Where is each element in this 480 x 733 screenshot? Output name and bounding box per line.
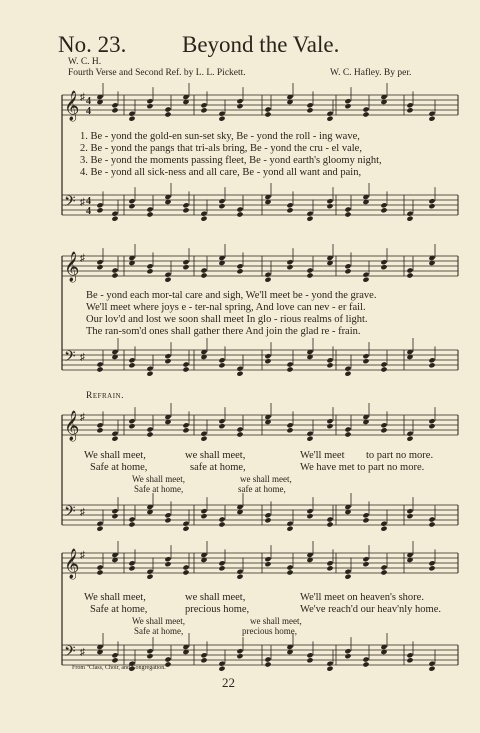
note	[344, 103, 351, 109]
verse-2-line: 2. Be - yond the pangs that tri-als bring, Be - yond the cru - el vale,	[80, 143, 362, 154]
note	[96, 366, 103, 372]
note	[236, 569, 243, 575]
note	[380, 526, 387, 532]
note	[128, 116, 135, 122]
note	[380, 202, 387, 208]
note	[182, 207, 189, 213]
note	[111, 107, 118, 113]
note	[344, 426, 351, 432]
time-signature: 4	[86, 206, 91, 217]
note	[236, 653, 243, 659]
note	[146, 569, 153, 575]
note	[218, 111, 225, 117]
note	[200, 216, 207, 222]
note	[236, 366, 243, 372]
note	[362, 277, 369, 283]
note	[111, 431, 118, 437]
note	[306, 513, 313, 519]
note	[236, 268, 243, 274]
key-signature: ♯	[80, 550, 85, 561]
verse-2-line: We'll meet where joys e - ter-nal spring, And love can nev - er fail.	[86, 302, 366, 313]
note	[344, 574, 351, 580]
key-signature: ♯	[80, 352, 85, 363]
note	[182, 361, 189, 367]
bass-lyric: we shall meet,	[250, 616, 302, 626]
note	[164, 656, 171, 662]
verse-3-line: Our lov'd and lost we soon shall meet In glo - rious realms of light.	[86, 314, 368, 325]
note	[380, 564, 387, 570]
note	[380, 361, 387, 367]
treble-clef: 𝄞	[64, 411, 80, 441]
verse-4-line: The ran-som'd ones shall gather there And join the glad re - frain.	[86, 326, 361, 337]
note	[306, 107, 313, 113]
treble-clef: 𝄞	[64, 91, 80, 121]
note	[111, 272, 118, 278]
refrain-lyric: we shall meet,	[185, 592, 246, 603]
note	[286, 361, 293, 367]
note	[344, 648, 351, 654]
note	[164, 272, 171, 278]
note	[218, 516, 225, 522]
note	[111, 652, 118, 658]
note	[111, 211, 118, 217]
note	[182, 564, 189, 570]
note	[236, 648, 243, 654]
note	[164, 512, 171, 518]
bass-clef: 𝄢	[64, 193, 76, 214]
note	[286, 526, 293, 532]
note	[96, 202, 103, 208]
note	[182, 569, 189, 575]
note	[362, 358, 369, 364]
note	[146, 648, 153, 654]
note	[146, 574, 153, 580]
note	[428, 203, 435, 209]
treble-clef: 𝄞	[64, 549, 80, 579]
note	[326, 198, 333, 204]
note	[264, 353, 271, 359]
note	[326, 661, 333, 667]
note	[111, 657, 118, 663]
note	[164, 561, 171, 567]
note	[344, 371, 351, 377]
note	[286, 569, 293, 575]
note	[326, 203, 333, 209]
note	[164, 106, 171, 112]
note	[306, 272, 313, 278]
note	[362, 512, 369, 518]
note	[111, 508, 118, 514]
note	[428, 111, 435, 117]
note	[362, 111, 369, 117]
note	[380, 259, 387, 265]
note	[182, 202, 189, 208]
note	[306, 436, 313, 442]
note	[380, 264, 387, 270]
note	[182, 427, 189, 433]
note	[406, 513, 413, 519]
note	[344, 268, 351, 274]
note	[344, 431, 351, 437]
note	[164, 358, 171, 364]
note	[128, 198, 135, 204]
note	[326, 111, 333, 117]
note	[146, 211, 153, 217]
note	[218, 560, 225, 566]
note	[218, 666, 225, 672]
note	[146, 206, 153, 212]
refrain-label: Refrain.	[86, 391, 124, 401]
refrain-lyric: precious home,	[185, 604, 250, 615]
note	[362, 661, 369, 667]
note	[218, 198, 225, 204]
page-number: 22	[222, 675, 235, 690]
note	[164, 111, 171, 117]
note	[164, 517, 171, 523]
note	[264, 561, 271, 567]
note	[128, 565, 135, 571]
note	[146, 426, 153, 432]
hymn-title: Beyond the Vale.	[182, 32, 340, 57]
note	[344, 98, 351, 104]
hymn-number: No. 23.	[58, 32, 127, 57]
note	[406, 107, 413, 113]
key-signature: ♯	[80, 253, 85, 264]
note	[128, 111, 135, 117]
note	[96, 422, 103, 428]
verse-1-line: 1. Be - yond the gold-en sun-set sky, Be - yond the roll - ing wave,	[80, 131, 360, 142]
note	[344, 653, 351, 659]
verse-1-line: Be - yond each mor-tal care and sigh, We'll meet be - yond the grave.	[86, 290, 377, 301]
note	[218, 661, 225, 667]
note	[236, 431, 243, 437]
note	[111, 436, 118, 442]
note	[344, 206, 351, 212]
note	[236, 574, 243, 580]
note	[264, 106, 271, 112]
note	[146, 653, 153, 659]
note	[306, 216, 313, 222]
note	[380, 427, 387, 433]
note	[236, 103, 243, 109]
note	[428, 516, 435, 522]
refrain-lyric: We'll meet	[300, 450, 345, 461]
note	[306, 652, 313, 658]
note	[128, 418, 135, 424]
note	[326, 116, 333, 122]
note	[306, 102, 313, 108]
note	[264, 512, 271, 518]
note	[182, 264, 189, 270]
note	[306, 508, 313, 514]
note	[128, 203, 135, 209]
note	[128, 516, 135, 522]
note	[406, 436, 413, 442]
note	[286, 422, 293, 428]
note	[218, 423, 225, 429]
note	[380, 422, 387, 428]
note	[406, 267, 413, 273]
composer-credit: W. C. Hafley. By per.	[330, 68, 412, 78]
note	[128, 560, 135, 566]
note	[326, 418, 333, 424]
note	[236, 98, 243, 104]
key-signature: ♯	[80, 197, 85, 208]
note	[200, 267, 207, 273]
note	[200, 107, 207, 113]
note	[182, 259, 189, 265]
note	[111, 513, 118, 519]
note	[428, 418, 435, 424]
note	[344, 366, 351, 372]
key-signature: ♯	[80, 92, 85, 103]
note	[428, 423, 435, 429]
note	[264, 556, 271, 562]
bass-lyric: precious home,	[242, 626, 297, 636]
note	[406, 211, 413, 217]
refrain-lyric: Safe at home,	[90, 462, 148, 473]
note	[182, 526, 189, 532]
note	[264, 358, 271, 364]
note	[200, 436, 207, 442]
note	[326, 516, 333, 522]
note	[96, 427, 103, 433]
note	[362, 656, 369, 662]
note	[146, 98, 153, 104]
note	[306, 211, 313, 217]
note	[326, 521, 333, 527]
note	[264, 661, 271, 667]
note	[200, 657, 207, 663]
note	[406, 272, 413, 278]
note	[218, 418, 225, 424]
note	[128, 521, 135, 527]
note	[111, 267, 118, 273]
note	[200, 211, 207, 217]
note	[362, 272, 369, 278]
note	[218, 565, 225, 571]
note	[236, 371, 243, 377]
note	[286, 264, 293, 270]
refrain-lyric: We've reach'd our heav'nly home.	[300, 604, 441, 615]
note	[236, 263, 243, 269]
note	[306, 431, 313, 437]
key-signature: ♯	[80, 647, 85, 658]
note	[96, 259, 103, 265]
refrain-lyric: We have met to part no more.	[300, 462, 425, 473]
note	[428, 521, 435, 527]
note	[96, 564, 103, 570]
note	[380, 207, 387, 213]
note	[164, 353, 171, 359]
note	[428, 357, 435, 363]
note	[344, 569, 351, 575]
note	[264, 277, 271, 283]
key-signature: ♯	[80, 412, 85, 423]
adaptation-credit: Fourth Verse and Second Ref. by L. L. Pickett.	[68, 68, 246, 78]
bass-lyric: safe at home,	[238, 484, 286, 494]
note	[326, 565, 333, 571]
note	[218, 362, 225, 368]
refrain-lyric: we shall meet,	[185, 450, 246, 461]
note	[218, 203, 225, 209]
note	[164, 277, 171, 283]
note	[406, 431, 413, 437]
note	[406, 652, 413, 658]
refrain-lyric: Safe at home,	[90, 604, 148, 615]
note	[428, 666, 435, 672]
note	[96, 207, 103, 213]
note	[236, 211, 243, 217]
note	[286, 427, 293, 433]
note	[362, 556, 369, 562]
note	[362, 517, 369, 523]
note	[164, 556, 171, 562]
note	[380, 569, 387, 575]
note	[306, 657, 313, 663]
note	[96, 569, 103, 575]
note	[406, 216, 413, 222]
note	[264, 656, 271, 662]
note	[428, 362, 435, 368]
note	[344, 263, 351, 269]
note	[264, 272, 271, 278]
note	[182, 422, 189, 428]
note	[218, 521, 225, 527]
note	[362, 353, 369, 359]
refrain-lyric: safe at home,	[190, 462, 246, 473]
note	[362, 561, 369, 567]
note	[286, 202, 293, 208]
note	[286, 564, 293, 570]
note	[236, 206, 243, 212]
note	[326, 423, 333, 429]
bass-lyric: Safe at home,	[134, 484, 184, 494]
note	[111, 102, 118, 108]
bass-lyric: we shall meet,	[240, 474, 292, 484]
note	[96, 361, 103, 367]
bass-lyric: We shall meet,	[132, 474, 186, 484]
bass-clef: 𝄢	[64, 503, 76, 524]
refrain-lyric: to part no more.	[366, 450, 434, 461]
note	[146, 268, 153, 274]
note	[218, 357, 225, 363]
note	[96, 264, 103, 270]
note	[406, 508, 413, 514]
note	[200, 508, 207, 514]
lyricist-credit: W. C. H.	[68, 57, 102, 67]
note	[428, 565, 435, 571]
note	[286, 366, 293, 372]
key-signature: ♯	[80, 507, 85, 518]
note	[286, 259, 293, 265]
note	[200, 272, 207, 278]
note	[326, 357, 333, 363]
note	[146, 103, 153, 109]
note	[326, 560, 333, 566]
bass-clef: 𝄢	[64, 643, 76, 664]
note	[200, 102, 207, 108]
note	[96, 526, 103, 532]
note	[218, 116, 225, 122]
note	[406, 102, 413, 108]
note	[96, 521, 103, 527]
note	[200, 431, 207, 437]
bass-lyric: We shall meet,	[132, 616, 186, 626]
note	[264, 517, 271, 523]
refrain-lyric: We shall meet,	[84, 450, 146, 461]
note	[306, 267, 313, 273]
note	[146, 371, 153, 377]
verse-3-line: 3. Be - yond the moments passing fleet, Be - yond earth's gloomy night,	[80, 155, 382, 166]
note	[362, 106, 369, 112]
treble-clef: 𝄞	[64, 252, 80, 282]
note	[182, 521, 189, 527]
note	[128, 357, 135, 363]
bass-lyric: Safe at home,	[134, 626, 184, 636]
note	[200, 652, 207, 658]
note	[428, 661, 435, 667]
note	[344, 211, 351, 217]
note	[406, 657, 413, 663]
note	[380, 521, 387, 527]
time-signature: 4	[86, 96, 91, 107]
time-signature: 4	[86, 106, 91, 117]
note	[146, 263, 153, 269]
note	[128, 362, 135, 368]
note	[200, 513, 207, 519]
note	[146, 366, 153, 372]
bass-clef: 𝄢	[64, 348, 76, 369]
note	[111, 216, 118, 222]
time-signature: 4	[86, 196, 91, 207]
note	[326, 362, 333, 368]
refrain-lyric: We'll meet on heaven's shore.	[300, 592, 424, 603]
note	[286, 521, 293, 527]
note	[236, 426, 243, 432]
source-citation: From "Class, Choir, and Congregation."	[72, 665, 169, 671]
note	[264, 111, 271, 117]
note	[428, 198, 435, 204]
refrain-lyric: We shall meet,	[84, 592, 146, 603]
verse-4-line: 4. Be - yond all sick-ness and all care, Be - yond all want and pain,	[80, 167, 362, 178]
note	[286, 207, 293, 213]
note	[182, 366, 189, 372]
note	[380, 366, 387, 372]
note	[128, 423, 135, 429]
note	[326, 666, 333, 672]
note	[428, 560, 435, 566]
note	[428, 116, 435, 122]
note	[146, 431, 153, 437]
